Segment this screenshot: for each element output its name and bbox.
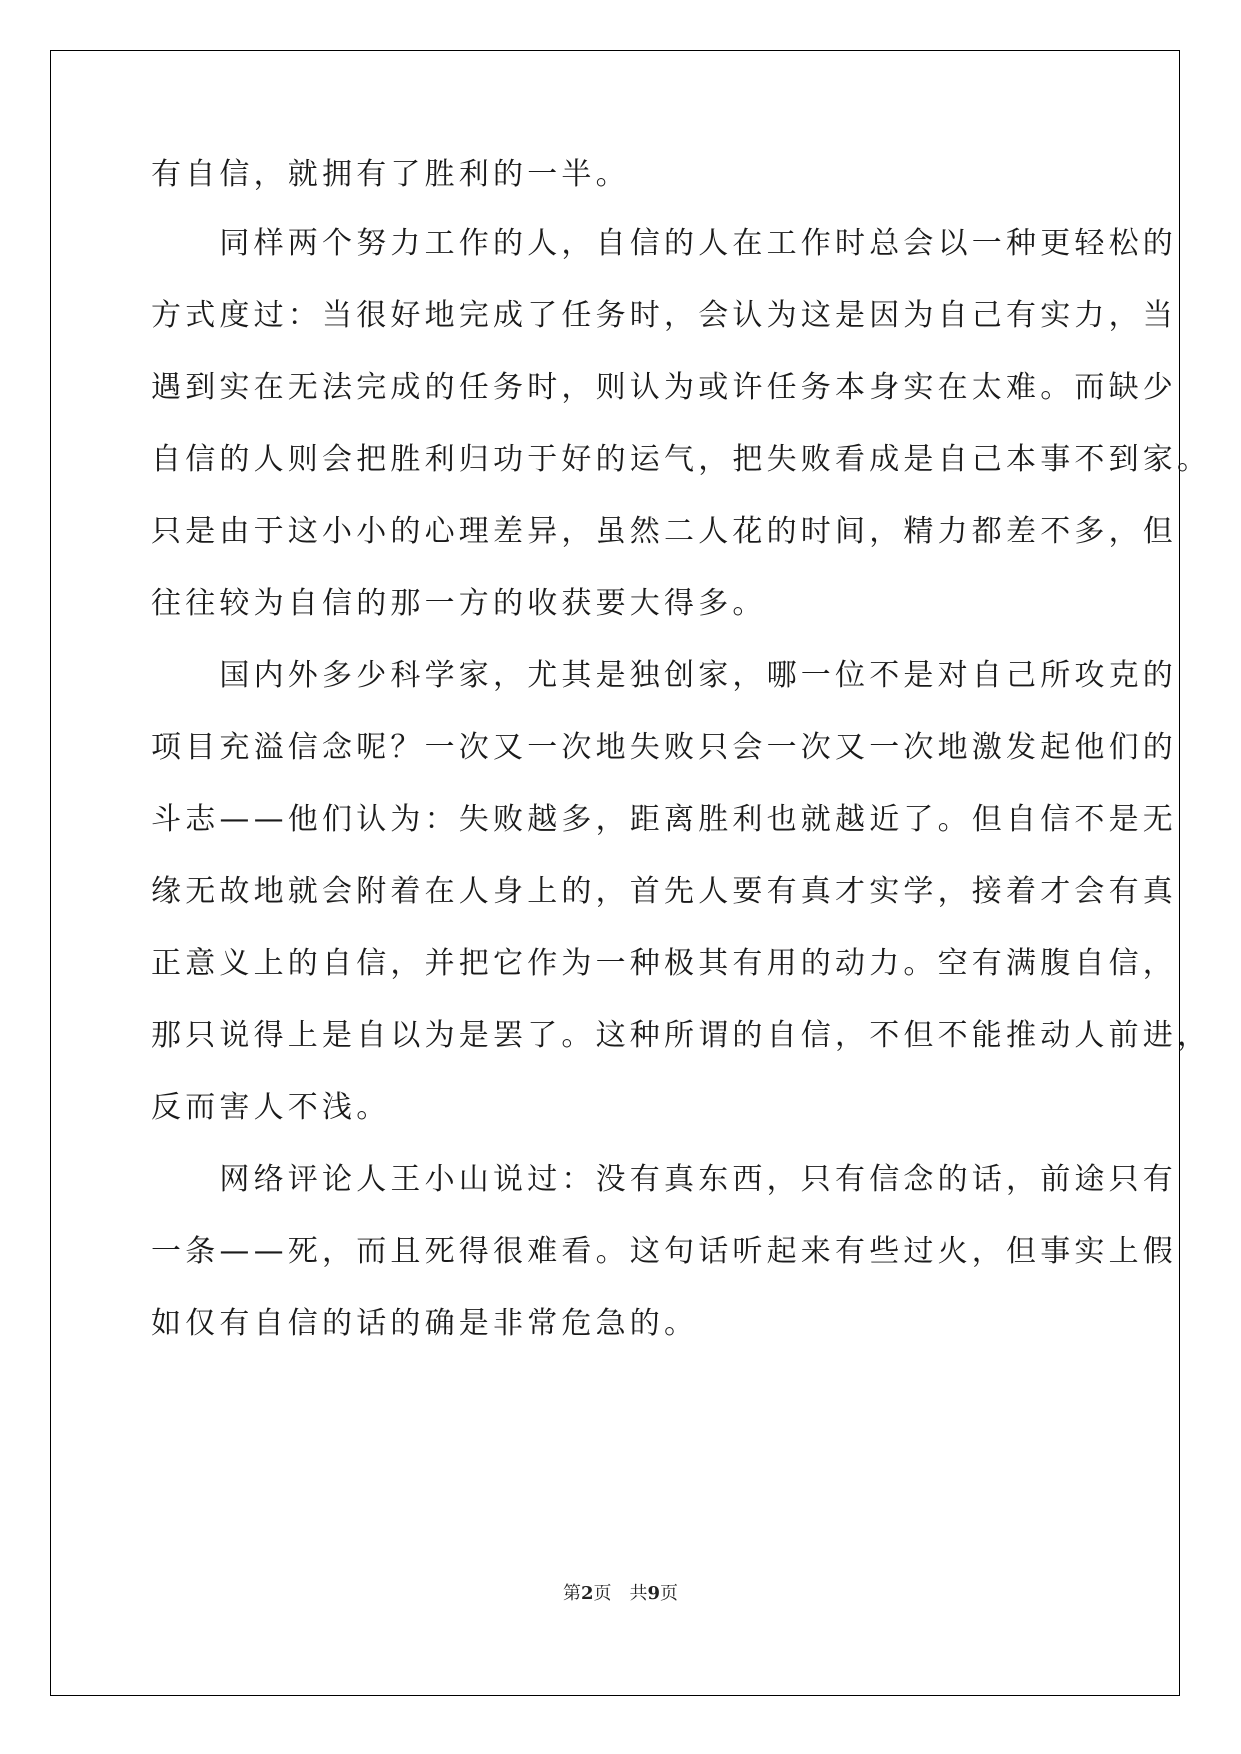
body-line: 一条——死，而且死得很难看。这句话听起来有些过火，但事实上假 [151, 1234, 1177, 1269]
body-line: 往往较为自信的那一方的收获要大得多。 [151, 586, 767, 621]
total-suffix: 页 [660, 1583, 679, 1604]
body-line: 有自信，就拥有了胜利的一半。 [151, 157, 630, 192]
body-line: 遇到实在无法完成的任务时，则认为或许任务本身实在太难。而缺少 [151, 370, 1177, 405]
body-line: 方式度过：当很好地完成了任务时，会认为这是因为自己有实力，当 [151, 298, 1177, 333]
body-line: 反而害人不浅。 [151, 1090, 391, 1125]
total-prefix: 共 [629, 1583, 648, 1604]
body-line: 同样两个努力工作的人，自信的人在工作时总会以一种更轻松的 [151, 226, 1177, 261]
body-line: 斗志——他们认为：失败越多，距离胜利也就越近了。但自信不是无 [151, 802, 1177, 837]
total-page-count: 9 [647, 1583, 661, 1604]
page-prefix: 第 [562, 1583, 581, 1604]
body-line: 正意义上的自信，并把它作为一种极其有用的动力。空有满腹自信， [151, 946, 1177, 981]
body-line: 自信的人则会把胜利归功于好的运气，把失败看成是自己本事不到家。 [151, 442, 1212, 477]
page-suffix: 页 [593, 1583, 612, 1604]
body-line: 项目充溢信念呢？一次又一次地失败只会一次又一次地激发起他们的 [151, 730, 1177, 765]
current-page-number: 2 [580, 1583, 594, 1604]
body-line: 网络评论人王小山说过：没有真东西，只有信念的话，前途只有 [151, 1162, 1177, 1197]
body-line: 只是由于这小小的心理差异，虽然二人花的时间，精力都差不多，但 [151, 514, 1177, 549]
body-line: 缘无故地就会附着在人身上的，首先人要有真才实学，接着才会有真 [151, 874, 1177, 909]
body-line: 如仅有自信的话的确是非常危急的。 [151, 1306, 699, 1341]
page-number-footer [0, 1582, 1241, 1606]
body-line: 那只说得上是自以为是罢了。这种所谓的自信，不但不能推动人前进， [151, 1018, 1212, 1053]
body-line: 国内外多少科学家，尤其是独创家，哪一位不是对自己所攻克的 [151, 658, 1177, 693]
